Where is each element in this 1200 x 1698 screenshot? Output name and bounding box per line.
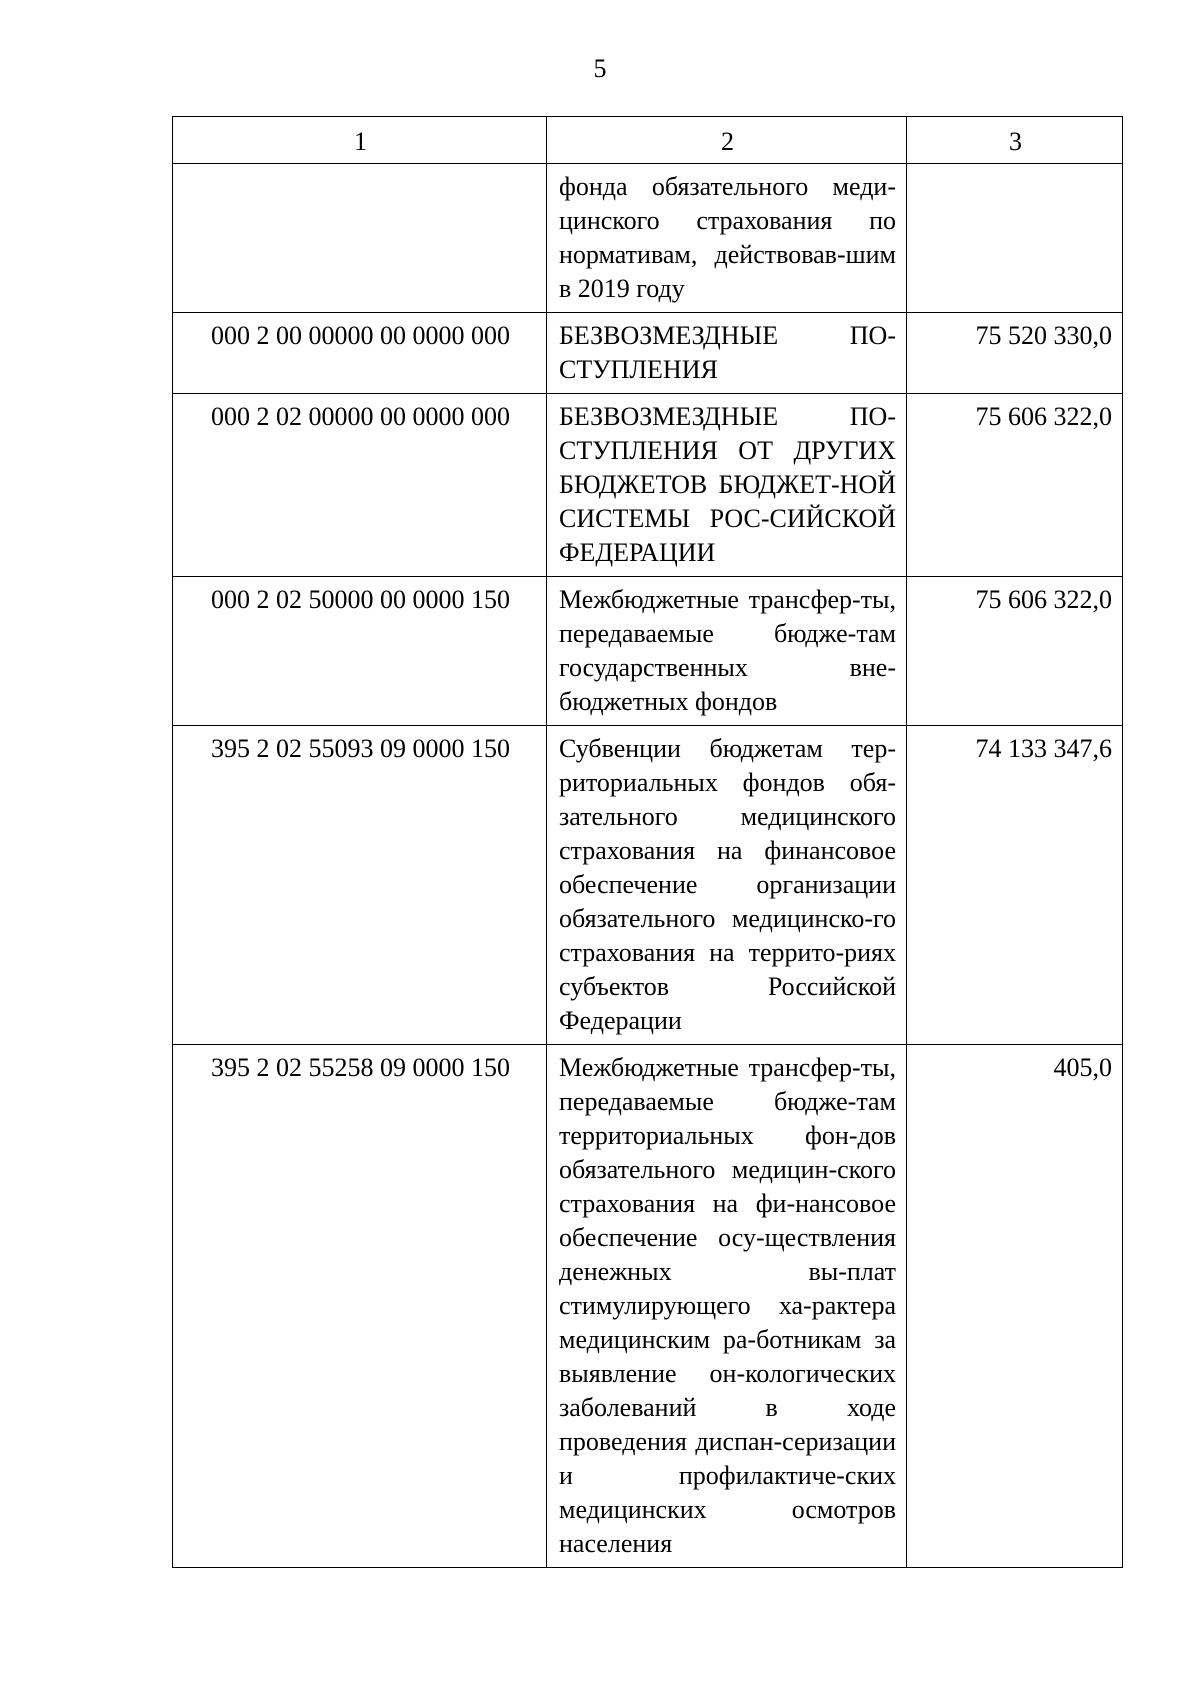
row-name: Субвенции бюджетам тер-риториальных фондов обя-зательного медицинского страхования на финансовое обеспечение организации обязательного медицинско-го страхования на террито-риях субъектов Российской Федерации [547, 726, 907, 1045]
page-number: 5 [593, 54, 607, 83]
table-row [173, 164, 1123, 313]
row-amount [907, 164, 1123, 313]
row-code: 000 2 02 00000 00 0000 000 [173, 394, 547, 577]
table-row [173, 313, 1123, 394]
row-name: БЕЗВОЗМЕЗДНЫЕ ПО-СТУПЛЕНИЯ [547, 313, 907, 394]
row-amount: 74 133 347,6 [907, 726, 1123, 1045]
row-amount: 405,0 [907, 1045, 1123, 1568]
table-row [173, 577, 1123, 726]
row-code [173, 164, 547, 313]
table-row [173, 1045, 1123, 1568]
row-name: Межбюджетные трансфер-ты, передаваемые бюдже-там государственных вне-бюджетных фондов [547, 577, 907, 726]
row-name: Межбюджетные трансфер-ты, передаваемые бюдже-там территориальных фон-дов обязательного медицин-ского страхования на фи-нансовое обеспечение осу-ществления денежных вы-плат стимулирующего ха-рактера медицинским ра-ботникам за выявление он-кологических заболеваний в ходе проведения диспан-серизации и профилактиче-ских медицинских осмотров населения [547, 1045, 907, 1568]
table-row [173, 726, 1123, 1045]
column-header-name: 2 [547, 117, 907, 164]
table-row [173, 394, 1123, 577]
row-code: 000 2 00 00000 00 0000 000 [173, 313, 547, 394]
column-header-code: 1 [173, 117, 547, 164]
budget-revenue-table [172, 116, 1123, 1568]
table-header-row [173, 117, 1123, 164]
row-name: фонда обязательного меди-цинского страхования по нормативам, действовав-шим в 2019 году [547, 164, 907, 313]
row-amount: 75 520 330,0 [907, 313, 1123, 394]
row-code: 395 2 02 55093 09 0000 150 [173, 726, 547, 1045]
row-code: 000 2 02 50000 00 0000 150 [173, 577, 547, 726]
row-code: 395 2 02 55258 09 0000 150 [173, 1045, 547, 1568]
row-amount: 75 606 322,0 [907, 394, 1123, 577]
column-header-amount: 3 [907, 117, 1123, 164]
row-amount: 75 606 322,0 [907, 577, 1123, 726]
row-name: БЕЗВОЗМЕЗДНЫЕ ПО-СТУПЛЕНИЯ ОТ ДРУГИХ БЮДЖЕТОВ БЮДЖЕТ-НОЙ СИСТЕМЫ РОС-СИЙСКОЙ ФЕДЕРАЦИИ [547, 394, 907, 577]
